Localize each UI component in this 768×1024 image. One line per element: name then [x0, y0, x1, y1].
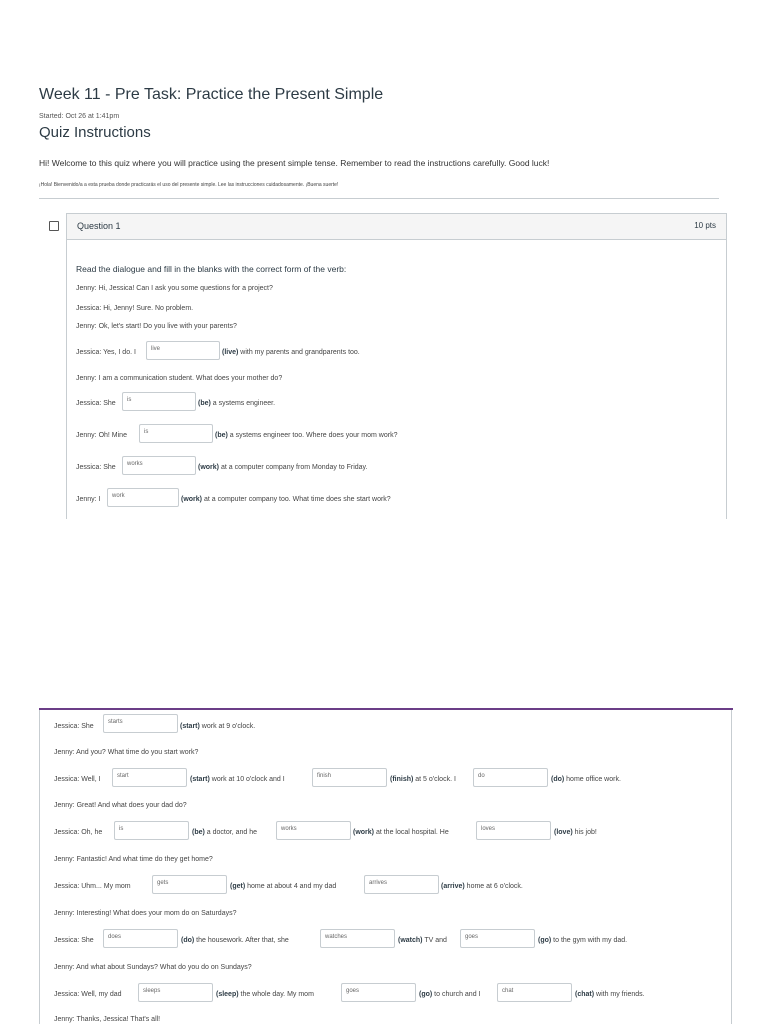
dialogue-line: Jenny: Hi, Jessica! Can I ask you some questions for a project?: [76, 285, 273, 292]
answer-input[interactable]: is: [122, 392, 196, 411]
verb-label: (live): [222, 349, 239, 356]
verb-label: (do): [181, 937, 195, 944]
verb-label: (work): [181, 496, 202, 503]
verb-label: (love): [554, 829, 573, 836]
intro-english: Hi! Welcome to this quiz where you will practice using the present simple tense. Remember to read the instructions carefully. Good luck!: [39, 158, 550, 168]
verb-hint: [554, 829, 597, 836]
dialogue-continuation: home office work.: [564, 776, 621, 783]
dialogue-line: Jenny: I: [76, 496, 101, 503]
dialogue-line: Jenny: Interesting! What does your mom do on Saturdays?: [54, 910, 237, 917]
page-title: Week 11 - Pre Task: Practice the Present Simple: [39, 86, 384, 103]
quiz-instructions-heading: Quiz Instructions: [39, 124, 151, 141]
dialogue-line: Jessica: Well, my dad: [54, 991, 122, 998]
dialogue-line: Jenny: And you? What time do you start work?: [54, 749, 199, 756]
verb-hint: [198, 464, 368, 471]
answer-input[interactable]: goes: [460, 929, 535, 948]
dialogue-continuation: to the gym with my dad.: [551, 937, 628, 944]
answer-input[interactable]: live: [146, 341, 220, 360]
dialogue-line: Jenny: Thanks, Jessica! That's all!: [54, 1016, 161, 1023]
dialogue-continuation: a doctor, and he: [204, 829, 257, 836]
answer-input[interactable]: arrives: [364, 875, 439, 894]
verb-hint: [551, 776, 621, 783]
dialogue-line: Jessica: Well, I: [54, 776, 101, 783]
dialogue-continuation: the whole day. My mom: [238, 991, 314, 998]
answer-input[interactable]: starts: [103, 714, 178, 733]
dialogue-line: Jenny: I am a communication student. What does your mother do?: [76, 375, 283, 382]
question-points: 10 pts: [694, 221, 716, 230]
answer-input[interactable]: works: [122, 456, 196, 475]
verb-hint: [190, 776, 285, 783]
dialogue-continuation: at 5 o'clock. I: [413, 776, 456, 783]
verb-label: (get): [230, 883, 246, 890]
verb-label: (sleep): [216, 991, 239, 998]
verb-hint: [441, 883, 523, 890]
dialogue-line: Jessica: Yes, I do. I: [76, 349, 136, 356]
answer-input[interactable]: start: [112, 768, 187, 787]
dialogue-continuation: at a computer company from Monday to Friday.: [219, 464, 368, 471]
verb-hint: [390, 776, 456, 783]
page-break-divider: [39, 708, 733, 710]
dialogue-line: Jessica: Uhm... My mom: [54, 883, 131, 890]
dialogue-line: Jenny: Ok, let's start! Do you live with your parents?: [76, 323, 237, 330]
intro-spanish: ¡Hola! Bienvenido/a a esta prueba donde practicarás el uso del presente simple. Lee las instrucciones cuidadosamente. ¡Buena suerte!: [39, 182, 339, 188]
verb-hint: [181, 496, 391, 503]
dialogue-continuation: with my parents and grandparents too.: [238, 349, 360, 356]
dialogue-line: Jenny: Fantastic! And what time do they get home?: [54, 856, 213, 863]
verb-label: (do): [551, 776, 565, 783]
dialogue-continuation: his job!: [572, 829, 597, 836]
started-timestamp: Started: Oct 26 at 1:41pm: [39, 113, 120, 120]
dialogue-continuation: with my friends.: [594, 991, 645, 998]
verb-hint: [181, 937, 289, 944]
verb-label: (finish): [390, 776, 414, 783]
dialogue-line: Jessica: Hi, Jenny! Sure. No problem.: [76, 305, 194, 312]
flag-question-icon[interactable]: [49, 221, 59, 231]
dialogue-continuation: work at 9 o'clock.: [199, 723, 256, 730]
verb-label: (be): [198, 400, 211, 407]
dialogue-continuation: at the local hospital. He: [374, 829, 449, 836]
question-label: Question 1: [77, 221, 121, 231]
answer-input[interactable]: is: [139, 424, 213, 443]
dialogue-line: Jenny: And what about Sundays? What do you do on Sundays?: [54, 964, 252, 971]
verb-label: (chat): [575, 991, 595, 998]
answer-input[interactable]: is: [114, 821, 189, 840]
dialogue-continuation: to church and I: [432, 991, 481, 998]
dialogue-continuation: at a computer company too. What time does she start work?: [202, 496, 391, 503]
answer-input[interactable]: gets: [152, 875, 227, 894]
question-header: [67, 214, 726, 240]
verb-hint: [216, 991, 314, 998]
verb-label: (work): [198, 464, 219, 471]
verb-hint: [198, 400, 275, 407]
verb-hint: [575, 991, 645, 998]
answer-input[interactable]: watches: [320, 929, 395, 948]
verb-label: (be): [192, 829, 205, 836]
dialogue-line: Jessica: She: [54, 937, 94, 944]
verb-label: (watch): [398, 937, 423, 944]
verb-hint: [215, 432, 397, 439]
answer-input[interactable]: work: [107, 488, 179, 507]
answer-input[interactable]: goes: [341, 983, 416, 1002]
answer-input[interactable]: sleeps: [138, 983, 213, 1002]
verb-label: (work): [353, 829, 374, 836]
answer-input[interactable]: chat: [497, 983, 572, 1002]
answer-input[interactable]: works: [276, 821, 351, 840]
dialogue-line: Jessica: She: [76, 464, 116, 471]
verb-label: (be): [215, 432, 228, 439]
verb-label: (start): [180, 723, 200, 730]
dialogue-continuation: work at 10 o'clock and I: [209, 776, 285, 783]
verb-hint: [419, 991, 480, 998]
verb-hint: [180, 723, 255, 730]
answer-input[interactable]: loves: [476, 821, 551, 840]
card-border-left: [39, 710, 40, 1024]
verb-hint: [353, 829, 449, 836]
verb-hint: [230, 883, 336, 890]
dialogue-line: Jessica: She: [54, 723, 94, 730]
verb-label: (go): [419, 991, 433, 998]
answer-input[interactable]: does: [103, 929, 178, 948]
verb-hint: [222, 349, 360, 356]
verb-label: (go): [538, 937, 552, 944]
verb-hint: [192, 829, 257, 836]
dialogue-continuation: a systems engineer too. Where does your mom work?: [227, 432, 398, 439]
verb-label: (arrive): [441, 883, 465, 890]
dialogue-continuation: home at about 4 and my dad: [245, 883, 337, 890]
dialogue-line: Jenny: Great! And what does your dad do?: [54, 802, 187, 809]
dialogue-continuation: a systems engineer.: [210, 400, 276, 407]
verb-hint: [398, 937, 447, 944]
card-border-right: [731, 710, 732, 1024]
dialogue-line: Jessica: She: [76, 400, 116, 407]
dialogue-line: Jenny: Oh! Mine: [76, 432, 127, 439]
question-prompt: Read the dialogue and fill in the blanks with the correct form of the verb:: [76, 264, 347, 274]
dialogue-continuation: the housework. After that, she: [194, 937, 289, 944]
dialogue-continuation: TV and: [422, 937, 447, 944]
dialogue-line: Jessica: Oh, he: [54, 829, 103, 836]
answer-input[interactable]: finish: [312, 768, 387, 787]
dialogue-continuation: home at 6 o'clock.: [464, 883, 523, 890]
verb-label: (start): [190, 776, 210, 783]
verb-hint: [538, 937, 627, 944]
answer-input[interactable]: do: [473, 768, 548, 787]
divider: [39, 198, 719, 199]
